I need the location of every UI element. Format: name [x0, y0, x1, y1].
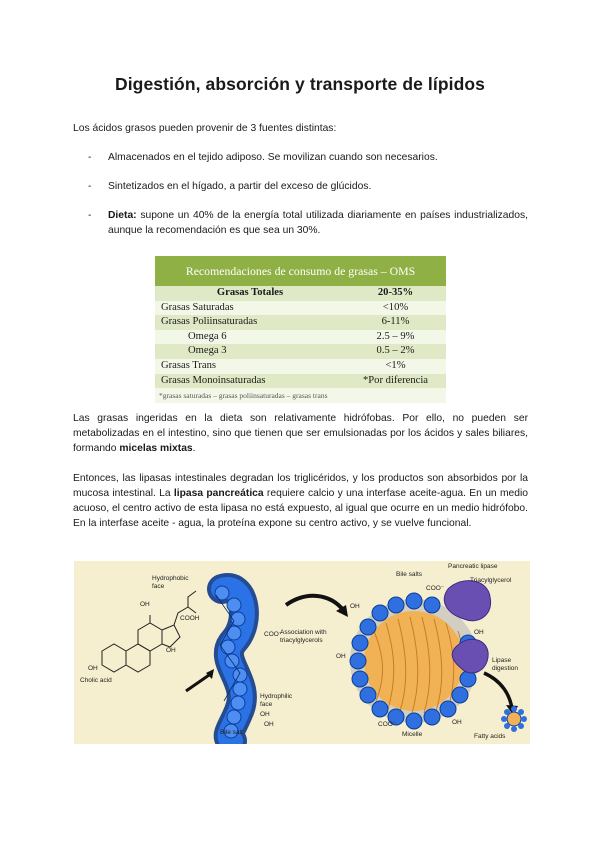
bile-salt-micelle-figure: [74, 561, 530, 744]
label-association: Association with triacylglycerols: [280, 629, 327, 644]
label-cooh: COOH: [180, 615, 200, 622]
label-bile-salts: Bile salts: [396, 571, 423, 578]
label-coo: COO⁻: [264, 631, 283, 638]
table-title: Recomendaciones de consumo de grasas – OMS: [155, 256, 446, 286]
paragraph-text: .: [192, 443, 196, 454]
figure-illustration: [74, 561, 530, 744]
label-fatty-acids: Fatty acids: [474, 733, 506, 740]
label-oh: OH: [88, 665, 98, 672]
table-cell-value: *Por diferencia: [362, 374, 428, 386]
table-row: [155, 330, 446, 345]
label-pancreatic-lipase: Pancreatic lipase: [448, 563, 498, 570]
label-oh: OH: [452, 719, 462, 726]
label-cholic-acid: Cholic acid: [80, 677, 112, 684]
label-oh: OH: [140, 601, 150, 608]
label-lipase-digestion: Lipase digestion: [492, 657, 519, 672]
table-cell-name: Grasas Trans: [161, 360, 217, 371]
label-oh: OH: [264, 721, 274, 728]
table-row: [155, 315, 446, 330]
label-oh: OH: [260, 711, 270, 718]
label-triacylglycerol: Triacylglycerol: [470, 577, 512, 584]
label-oh: OH: [166, 647, 176, 654]
list-bullet: -: [88, 210, 92, 221]
table-cell-name: Grasas Monoinsaturadas: [161, 374, 266, 386]
label-oh: OH: [350, 603, 360, 610]
paragraph-bold: lipasa pancreática: [173, 488, 264, 499]
table-cell-value: 6-11%: [381, 316, 410, 328]
label-oh: OH: [474, 629, 484, 636]
table-row: [155, 286, 446, 301]
list-bullet: -: [88, 152, 92, 163]
list-item-text: Sintetizados en el hígado, a partir del exceso de glúcidos.: [108, 181, 372, 192]
label-coo: COO⁻: [426, 585, 445, 592]
label-oh: OH: [336, 653, 346, 660]
paragraph-micelles: [73, 411, 528, 456]
paragraph-text: requiere calcio y una interfase aceite-agua. En un medio acuoso, el centro activo de esta lipasa no está expuesto, al igual que ocurre en un medio hidrófobo. En la interfase aceite - agua, la proteína expone su centro activo, y se vuelve funcional.: [73, 488, 528, 529]
label-coo: COO⁻: [378, 721, 397, 728]
table-row: [155, 359, 446, 374]
label-hydrophilic-face: Hydrophilic face: [260, 693, 293, 708]
table-cell-value: 2.5 – 9%: [376, 330, 415, 342]
table-cell-value: <1%: [385, 360, 406, 371]
table-footnote: *grasas saturadas – grasas poliinsaturadas – grasas trans: [159, 391, 328, 400]
table-row: [155, 344, 446, 359]
table-cell-name: Grasas Poliinsaturadas: [161, 316, 258, 328]
table-cell-name: Omega 3: [188, 345, 227, 357]
list-item-bold: Dieta:: [108, 210, 137, 221]
table-cell-name: Omega 6: [188, 330, 227, 342]
table-cell-value: 20-35%: [377, 287, 414, 298]
label-hydrophobic-face: Hydrophobic face: [152, 575, 189, 590]
list-item-text: [108, 208, 528, 238]
list-bullet: -: [88, 181, 92, 192]
label-bile-salt: Bile salt: [220, 729, 243, 736]
bile-salt-molecule: [215, 586, 247, 741]
paragraph-text: Las grasas ingeridas en la dieta son relativamente hidrófobas. Por ello, no pueden ser metabolizadas en el intestino, sino que tienen que ser emulsionadas por los ácidos y sales biliares, formando: [73, 413, 528, 454]
table-cell-name: Grasas Saturadas: [161, 301, 234, 313]
table-cell-name: Grasas Totales: [216, 287, 284, 298]
list-item-rest: supone un 40% de la energía total utilizada diariamente en países industrializados, aunque la recomendación es que sea un 30%.: [108, 210, 528, 236]
table-row: [155, 301, 446, 316]
paragraph-bold: micelas mixtas: [119, 443, 193, 454]
table-cell-value: 0.5 – 2%: [376, 345, 415, 357]
table-row: [155, 374, 446, 389]
paragraph-lipase: [73, 471, 528, 531]
list-item-text: Almacenados en el tejido adiposo. Se movilizan cuando son necesarios.: [108, 152, 438, 163]
label-micelle: Micelle: [402, 731, 423, 738]
fatty-acids-cluster: [501, 706, 527, 732]
intro-paragraph: Los ácidos grasos pueden provenir de 3 fuentes distintas:: [73, 123, 337, 134]
oms-recommendations-table: [155, 256, 446, 403]
table-cell-value: <10%: [382, 301, 409, 313]
page-title: Digestión, absorción y transporte de lípidos: [114, 74, 485, 94]
paragraph-text: Entonces, las lipasas intestinales degradan los triglicéridos, y los productos son absorbidos por la mucosa intestinal. La: [73, 473, 528, 499]
